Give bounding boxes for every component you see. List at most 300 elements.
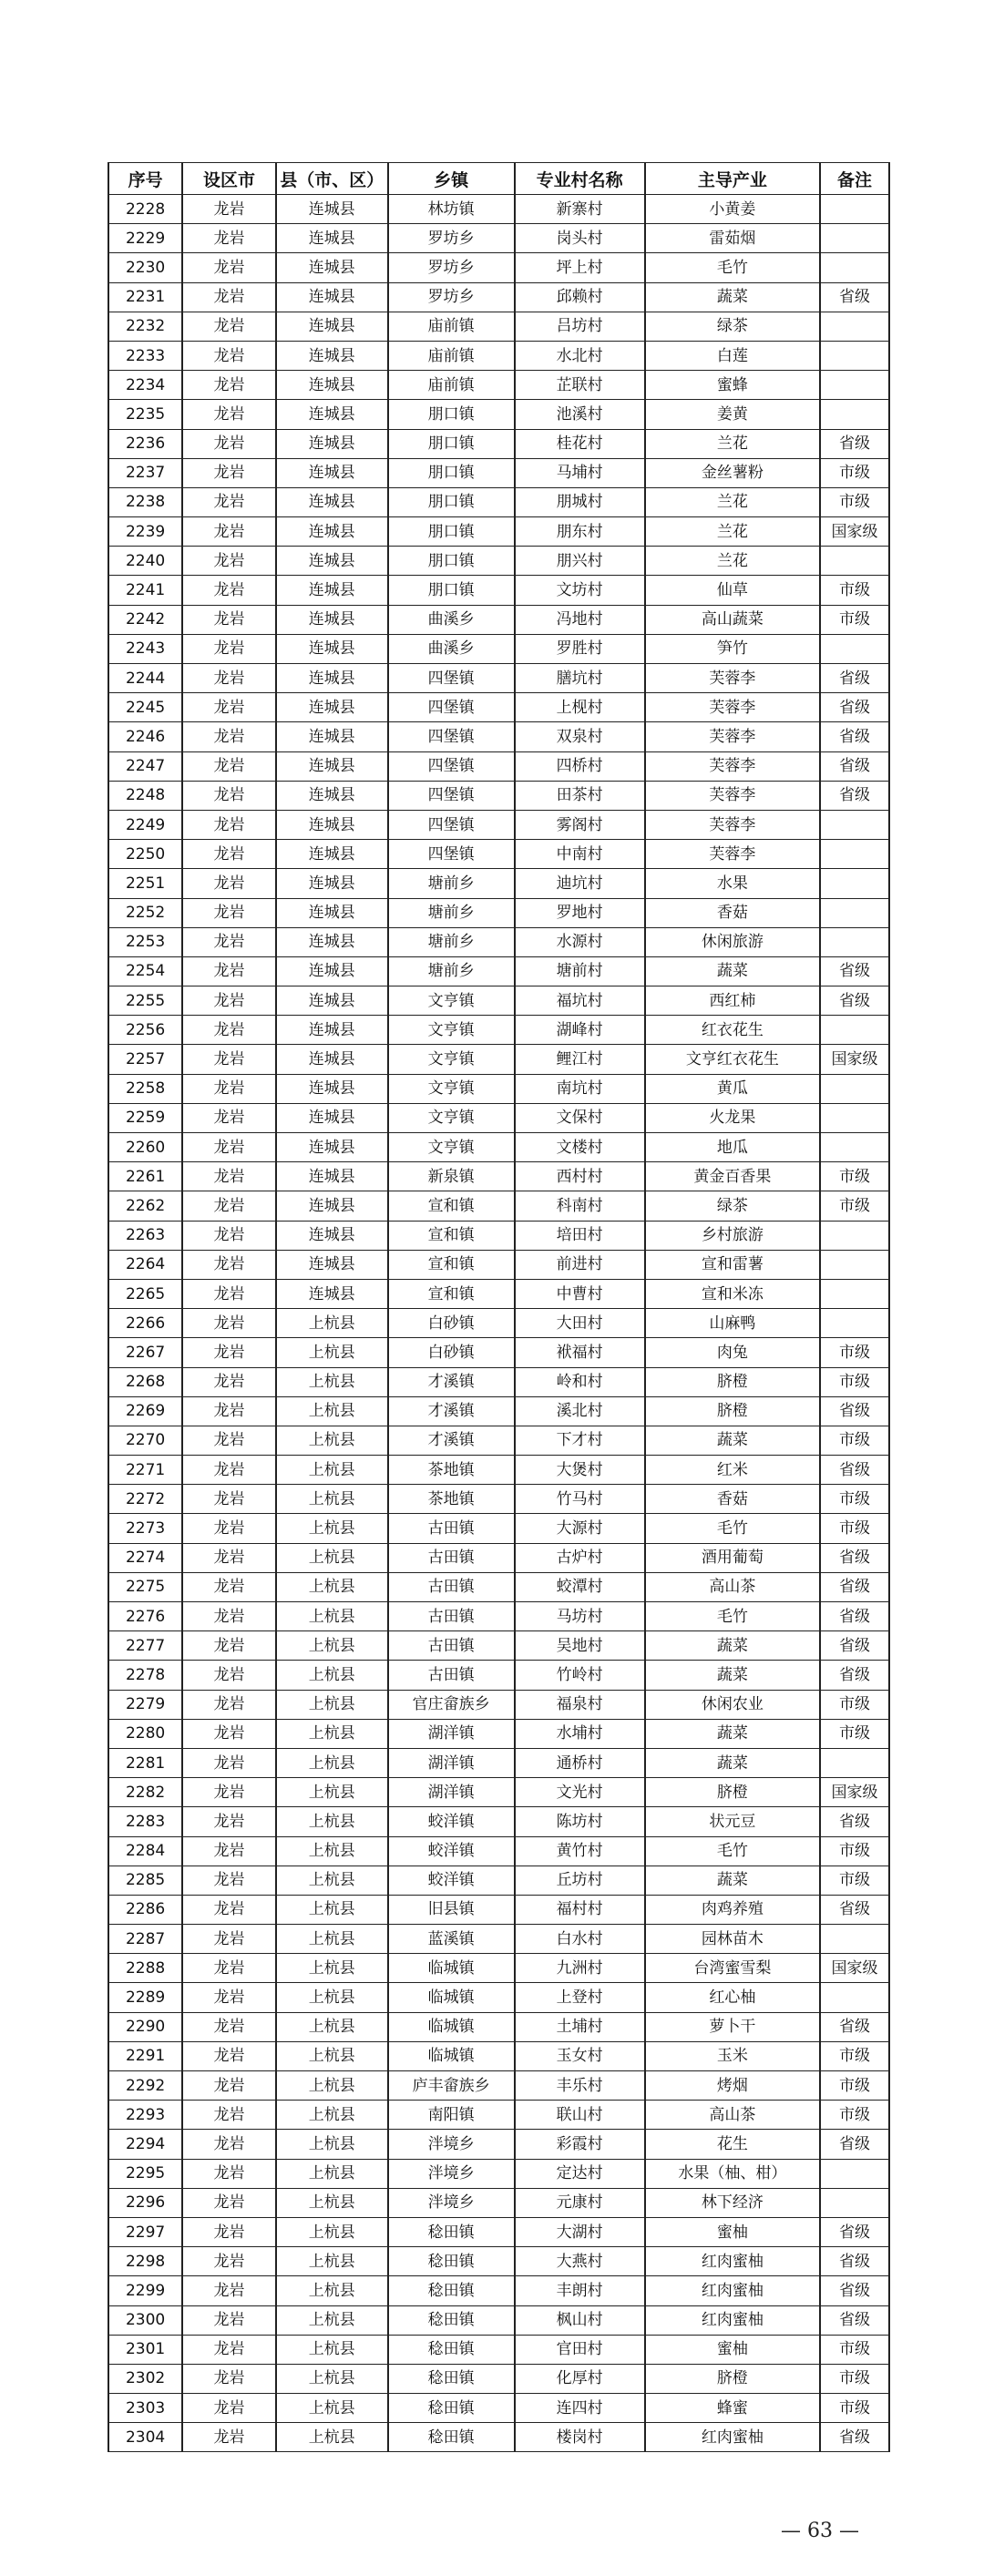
cell-county: 上杭县 — [276, 1778, 388, 1807]
table-row — [108, 1748, 889, 1777]
cell-county: 连城县 — [276, 253, 388, 282]
cell-village: 官田村 — [515, 2335, 645, 2364]
cell-town: 古田镇 — [388, 1543, 515, 1572]
cell-index: 2242 — [108, 605, 182, 634]
cell-town: 文亨镇 — [388, 1016, 515, 1045]
cell-note — [820, 371, 889, 400]
cell-city: 龙岩 — [182, 1631, 276, 1661]
cell-industry: 芙蓉李 — [645, 722, 820, 751]
cell-note: 市级 — [820, 576, 889, 605]
cell-town: 蛟洋镇 — [388, 1807, 515, 1836]
cell-city: 龙岩 — [182, 1778, 276, 1807]
cell-note: 市级 — [820, 1514, 889, 1543]
table-row — [108, 1866, 889, 1895]
cell-village: 中南村 — [515, 840, 645, 869]
cell-city: 龙岩 — [182, 664, 276, 693]
cell-index: 2286 — [108, 1895, 182, 1924]
cell-village: 大湖村 — [515, 2217, 645, 2246]
cell-index: 2291 — [108, 2041, 182, 2070]
cell-county: 上杭县 — [276, 1661, 388, 1690]
cell-village: 前进村 — [515, 1250, 645, 1279]
cell-index: 2290 — [108, 2012, 182, 2041]
cell-note: 国家级 — [820, 1045, 889, 1074]
cell-index: 2298 — [108, 2247, 182, 2276]
table-row — [108, 664, 889, 693]
cell-city: 龙岩 — [182, 2364, 276, 2393]
table-row — [108, 1778, 889, 1807]
cell-index: 2233 — [108, 341, 182, 370]
cell-village: 丘坊村 — [515, 1866, 645, 1895]
cell-county: 上杭县 — [276, 2423, 388, 2452]
cell-note — [820, 341, 889, 370]
cell-city: 龙岩 — [182, 1514, 276, 1543]
cell-county: 上杭县 — [276, 1338, 388, 1367]
cell-village: 上枧村 — [515, 693, 645, 722]
cell-industry: 金丝薯粉 — [645, 458, 820, 487]
cell-note — [820, 253, 889, 282]
cell-village: 四桥村 — [515, 751, 645, 781]
cell-village: 连四村 — [515, 2394, 645, 2423]
cell-index: 2229 — [108, 224, 182, 253]
table-row — [108, 2188, 889, 2217]
cell-industry: 肉兔 — [645, 1338, 820, 1367]
cell-note — [820, 1748, 889, 1777]
cell-note — [820, 312, 889, 341]
cell-index: 2258 — [108, 1074, 182, 1103]
cell-town: 才溪镇 — [388, 1396, 515, 1426]
cell-county: 连城县 — [276, 312, 388, 341]
cell-note: 省级 — [820, 664, 889, 693]
cell-industry: 萝卜干 — [645, 2012, 820, 2041]
cell-index: 2234 — [108, 371, 182, 400]
header-row — [108, 163, 889, 195]
table-row — [108, 458, 889, 487]
cell-village: 下才村 — [515, 1426, 645, 1455]
cell-town: 四堡镇 — [388, 664, 515, 693]
cell-village: 竹岭村 — [515, 1661, 645, 1690]
cell-village: 元康村 — [515, 2188, 645, 2217]
cell-village: 古炉村 — [515, 1543, 645, 1572]
table-row — [108, 898, 889, 927]
cell-city: 龙岩 — [182, 1485, 276, 1514]
cell-note: 市级 — [820, 1162, 889, 1191]
cell-city: 龙岩 — [182, 1925, 276, 1954]
table-row — [108, 2130, 889, 2159]
cell-village: 联山村 — [515, 2101, 645, 2130]
cell-industry: 西红柿 — [645, 986, 820, 1016]
cell-index: 2248 — [108, 781, 182, 810]
cell-town: 古田镇 — [388, 1514, 515, 1543]
cell-town: 曲溪乡 — [388, 605, 515, 634]
cell-county: 上杭县 — [276, 2071, 388, 2101]
cell-note: 省级 — [820, 282, 889, 312]
cell-village: 福泉村 — [515, 1690, 645, 1719]
table-row — [108, 1514, 889, 1543]
cell-note: 省级 — [820, 1572, 889, 1601]
table-row — [108, 2247, 889, 2276]
cell-village: 罗胜村 — [515, 634, 645, 663]
cell-note — [820, 400, 889, 429]
cell-town: 朋口镇 — [388, 517, 515, 547]
cell-industry: 蔬菜 — [645, 1866, 820, 1895]
cell-note: 国家级 — [820, 1778, 889, 1807]
cell-county: 连城县 — [276, 282, 388, 312]
table-row — [108, 840, 889, 869]
table-row — [108, 1719, 889, 1748]
cell-industry: 宣和米冻 — [645, 1279, 820, 1308]
cell-industry: 红衣花生 — [645, 1016, 820, 1045]
cell-industry: 兰花 — [645, 517, 820, 547]
cell-village: 塘前村 — [515, 956, 645, 986]
cell-village: 水源村 — [515, 927, 645, 956]
cell-note: 省级 — [820, 2217, 889, 2246]
cell-town: 庙前镇 — [388, 312, 515, 341]
table-row — [108, 1309, 889, 1338]
cell-industry: 蔬菜 — [645, 282, 820, 312]
cell-note: 市级 — [820, 2394, 889, 2423]
cell-industry: 蜜柚 — [645, 2217, 820, 2246]
cell-town: 稔田镇 — [388, 2217, 515, 2246]
cell-city: 龙岩 — [182, 371, 276, 400]
cell-city: 龙岩 — [182, 605, 276, 634]
cell-city: 龙岩 — [182, 2276, 276, 2305]
cell-county: 连城县 — [276, 634, 388, 663]
cell-city: 龙岩 — [182, 1661, 276, 1690]
cell-county: 上杭县 — [276, 2305, 388, 2335]
cell-village: 岭和村 — [515, 1367, 645, 1396]
cell-town: 四堡镇 — [388, 722, 515, 751]
cell-village: 袱福村 — [515, 1338, 645, 1367]
cell-industry: 脐橙 — [645, 1396, 820, 1426]
cell-note: 市级 — [820, 1485, 889, 1514]
cell-town: 庐丰畲族乡 — [388, 2071, 515, 2101]
cell-city: 龙岩 — [182, 1719, 276, 1748]
table-row — [108, 195, 889, 224]
cell-note: 省级 — [820, 2012, 889, 2041]
cell-village: 中曹村 — [515, 1279, 645, 1308]
cell-industry: 山麻鸭 — [645, 1309, 820, 1338]
cell-town: 湖洋镇 — [388, 1719, 515, 1748]
cell-village: 邱赖村 — [515, 282, 645, 312]
cell-city: 龙岩 — [182, 2394, 276, 2423]
cell-industry: 休闲旅游 — [645, 927, 820, 956]
cell-note — [820, 1103, 889, 1132]
cell-index: 2270 — [108, 1426, 182, 1455]
cell-note: 市级 — [820, 2041, 889, 2070]
cell-industry: 兰花 — [645, 547, 820, 576]
cell-index: 2260 — [108, 1133, 182, 1162]
table-row — [108, 400, 889, 429]
cell-village: 竹马村 — [515, 1485, 645, 1514]
cell-village: 坪上村 — [515, 253, 645, 282]
cell-note: 市级 — [820, 1719, 889, 1748]
table-row — [108, 1456, 889, 1485]
cell-note — [820, 547, 889, 576]
cell-index: 2252 — [108, 898, 182, 927]
cell-index: 2257 — [108, 1045, 182, 1074]
cell-industry: 林下经济 — [645, 2188, 820, 2217]
cell-city: 龙岩 — [182, 2217, 276, 2246]
table-row — [108, 605, 889, 634]
cell-city: 龙岩 — [182, 722, 276, 751]
cell-note: 市级 — [820, 1367, 889, 1396]
cell-village: 水北村 — [515, 341, 645, 370]
cell-index: 2271 — [108, 1456, 182, 1485]
cell-note: 市级 — [820, 2101, 889, 2130]
cell-village: 通桥村 — [515, 1748, 645, 1777]
cell-index: 2232 — [108, 312, 182, 341]
cell-county: 上杭县 — [276, 1572, 388, 1601]
cell-village: 文保村 — [515, 1103, 645, 1132]
cell-index: 2266 — [108, 1309, 182, 1338]
cell-county: 连城县 — [276, 547, 388, 576]
cell-town: 朋口镇 — [388, 576, 515, 605]
cell-note — [820, 1983, 889, 2012]
table-row — [108, 1221, 889, 1250]
cell-city: 龙岩 — [182, 1133, 276, 1162]
cell-index: 2231 — [108, 282, 182, 312]
cell-county: 连城县 — [276, 1191, 388, 1221]
cell-industry: 芙蓉李 — [645, 751, 820, 781]
table-row — [108, 1250, 889, 1279]
cell-index: 2296 — [108, 2188, 182, 2217]
cell-village: 土埔村 — [515, 2012, 645, 2041]
cell-city: 龙岩 — [182, 1396, 276, 1426]
cell-county: 连城县 — [276, 371, 388, 400]
cell-note — [820, 195, 889, 224]
cell-village: 丰乐村 — [515, 2071, 645, 2101]
cell-town: 古田镇 — [388, 1572, 515, 1601]
cell-note: 省级 — [820, 2423, 889, 2452]
cell-industry: 高山茶 — [645, 2101, 820, 2130]
cell-note: 市级 — [820, 605, 889, 634]
cell-city: 龙岩 — [182, 1690, 276, 1719]
cell-index: 2282 — [108, 1778, 182, 1807]
cell-town: 泮境乡 — [388, 2159, 515, 2188]
cell-city: 龙岩 — [182, 1456, 276, 1485]
cell-town: 宣和镇 — [388, 1221, 515, 1250]
cell-county: 上杭县 — [276, 1309, 388, 1338]
cell-county: 连城县 — [276, 664, 388, 693]
table-row — [108, 2335, 889, 2364]
cell-town: 庙前镇 — [388, 341, 515, 370]
cell-town: 旧县镇 — [388, 1895, 515, 1924]
table-row — [108, 312, 889, 341]
cell-industry: 芙蓉李 — [645, 781, 820, 810]
table-row — [108, 986, 889, 1016]
cell-industry: 红肉蜜柚 — [645, 2247, 820, 2276]
cell-town: 泮境乡 — [388, 2188, 515, 2217]
table-row — [108, 2159, 889, 2188]
cell-county: 连城县 — [276, 810, 388, 839]
cell-index: 2264 — [108, 1250, 182, 1279]
cell-industry: 芙蓉李 — [645, 664, 820, 693]
cell-index: 2287 — [108, 1925, 182, 1954]
cell-village: 文坊村 — [515, 576, 645, 605]
cell-index: 2293 — [108, 2101, 182, 2130]
cell-town: 宣和镇 — [388, 1279, 515, 1308]
village-table — [108, 162, 890, 2452]
cell-industry: 火龙果 — [645, 1103, 820, 1132]
cell-note: 省级 — [820, 781, 889, 810]
cell-town: 塘前乡 — [388, 898, 515, 927]
cell-index: 2255 — [108, 986, 182, 1016]
table-row — [108, 2305, 889, 2335]
cell-note — [820, 2159, 889, 2188]
cell-village: 定达村 — [515, 2159, 645, 2188]
table-row — [108, 722, 889, 751]
cell-village: 新寨村 — [515, 195, 645, 224]
cell-note: 省级 — [820, 722, 889, 751]
cell-index: 2247 — [108, 751, 182, 781]
table-row — [108, 1836, 889, 1866]
cell-town: 稔田镇 — [388, 2247, 515, 2276]
cell-town: 文亨镇 — [388, 1045, 515, 1074]
cell-industry: 芙蓉李 — [645, 693, 820, 722]
cell-town: 稔田镇 — [388, 2335, 515, 2364]
cell-town: 才溪镇 — [388, 1367, 515, 1396]
cell-county: 上杭县 — [276, 2159, 388, 2188]
header-industry: 主导产业 — [645, 163, 820, 195]
cell-county: 连城县 — [276, 605, 388, 634]
cell-note — [820, 634, 889, 663]
cell-village: 枫山村 — [515, 2305, 645, 2335]
cell-county: 连城县 — [276, 781, 388, 810]
cell-industry: 乡村旅游 — [645, 1221, 820, 1250]
cell-town: 湖洋镇 — [388, 1778, 515, 1807]
cell-village: 罗地村 — [515, 898, 645, 927]
cell-industry: 蔬菜 — [645, 1631, 820, 1661]
cell-industry: 香菇 — [645, 898, 820, 927]
cell-town: 文亨镇 — [388, 1074, 515, 1103]
cell-note: 国家级 — [820, 1954, 889, 1983]
cell-city: 龙岩 — [182, 1338, 276, 1367]
cell-index: 2285 — [108, 1866, 182, 1895]
table-row — [108, 282, 889, 312]
cell-note: 省级 — [820, 2247, 889, 2276]
cell-county: 连城县 — [276, 722, 388, 751]
cell-town: 白砂镇 — [388, 1309, 515, 1338]
cell-city: 龙岩 — [182, 2247, 276, 2276]
cell-town: 稔田镇 — [388, 2276, 515, 2305]
cell-city: 龙岩 — [182, 869, 276, 898]
cell-industry: 水果 — [645, 869, 820, 898]
cell-village: 大煲村 — [515, 1456, 645, 1485]
header-county: 县（市、区） — [276, 163, 388, 195]
cell-industry: 雷茹烟 — [645, 224, 820, 253]
cell-village: 上登村 — [515, 1983, 645, 2012]
cell-county: 上杭县 — [276, 2217, 388, 2246]
cell-county: 连城县 — [276, 429, 388, 458]
table-row — [108, 1338, 889, 1367]
cell-city: 龙岩 — [182, 517, 276, 547]
cell-county: 上杭县 — [276, 1954, 388, 1983]
cell-industry: 红肉蜜柚 — [645, 2276, 820, 2305]
cell-index: 2237 — [108, 458, 182, 487]
cell-city: 龙岩 — [182, 1748, 276, 1777]
cell-note: 市级 — [820, 1426, 889, 1455]
cell-index: 2243 — [108, 634, 182, 663]
cell-county: 连城县 — [276, 751, 388, 781]
cell-town: 文亨镇 — [388, 986, 515, 1016]
table-row — [108, 1279, 889, 1308]
table-row — [108, 781, 889, 810]
cell-county: 连城县 — [276, 927, 388, 956]
cell-county: 上杭县 — [276, 2335, 388, 2364]
cell-village: 化厚村 — [515, 2364, 645, 2393]
cell-village: 田茶村 — [515, 781, 645, 810]
cell-town: 才溪镇 — [388, 1426, 515, 1455]
cell-town: 曲溪乡 — [388, 634, 515, 663]
cell-index: 2251 — [108, 869, 182, 898]
cell-city: 龙岩 — [182, 253, 276, 282]
table-row — [108, 1133, 889, 1162]
cell-village: 蛟潭村 — [515, 1572, 645, 1601]
cell-county: 上杭县 — [276, 2276, 388, 2305]
cell-county: 上杭县 — [276, 2041, 388, 2070]
table-row — [108, 1572, 889, 1601]
cell-city: 龙岩 — [182, 927, 276, 956]
cell-county: 连城县 — [276, 1074, 388, 1103]
cell-industry: 宣和雷薯 — [645, 1250, 820, 1279]
table-row — [108, 634, 889, 663]
cell-village: 九洲村 — [515, 1954, 645, 1983]
cell-town: 湖洋镇 — [388, 1748, 515, 1777]
cell-town: 临城镇 — [388, 1954, 515, 1983]
cell-city: 龙岩 — [182, 400, 276, 429]
cell-city: 龙岩 — [182, 1309, 276, 1338]
cell-index: 2256 — [108, 1016, 182, 1045]
cell-industry: 芙蓉李 — [645, 810, 820, 839]
cell-village: 迪坑村 — [515, 869, 645, 898]
cell-city: 龙岩 — [182, 195, 276, 224]
cell-village: 黄竹村 — [515, 1836, 645, 1866]
cell-industry: 毛竹 — [645, 253, 820, 282]
cell-note — [820, 1309, 889, 1338]
cell-index: 2274 — [108, 1543, 182, 1572]
cell-note: 市级 — [820, 1338, 889, 1367]
cell-index: 2254 — [108, 956, 182, 986]
cell-village: 彩霞村 — [515, 2130, 645, 2159]
cell-county: 连城县 — [276, 693, 388, 722]
cell-industry: 笋竹 — [645, 634, 820, 663]
cell-county: 连城县 — [276, 1103, 388, 1132]
cell-town: 稔田镇 — [388, 2305, 515, 2335]
cell-town: 稔田镇 — [388, 2394, 515, 2423]
cell-county: 上杭县 — [276, 1426, 388, 1455]
cell-town: 宣和镇 — [388, 1191, 515, 1221]
cell-industry: 脐橙 — [645, 1778, 820, 1807]
cell-index: 2246 — [108, 722, 182, 751]
header-note: 备注 — [820, 163, 889, 195]
cell-industry: 蔬菜 — [645, 1426, 820, 1455]
cell-county: 连城县 — [276, 400, 388, 429]
table-row — [108, 253, 889, 282]
cell-note: 省级 — [820, 986, 889, 1016]
cell-industry: 蜜柚 — [645, 2335, 820, 2364]
cell-county: 连城县 — [276, 1016, 388, 1045]
cell-city: 龙岩 — [182, 1426, 276, 1455]
cell-town: 蓝溪镇 — [388, 1925, 515, 1954]
cell-index: 2273 — [108, 1514, 182, 1543]
cell-village: 白水村 — [515, 1925, 645, 1954]
cell-note: 省级 — [820, 1631, 889, 1661]
cell-index: 2294 — [108, 2130, 182, 2159]
cell-note: 市级 — [820, 1191, 889, 1221]
cell-county: 上杭县 — [276, 2364, 388, 2393]
cell-county: 上杭县 — [276, 1485, 388, 1514]
cell-industry: 姜黄 — [645, 400, 820, 429]
